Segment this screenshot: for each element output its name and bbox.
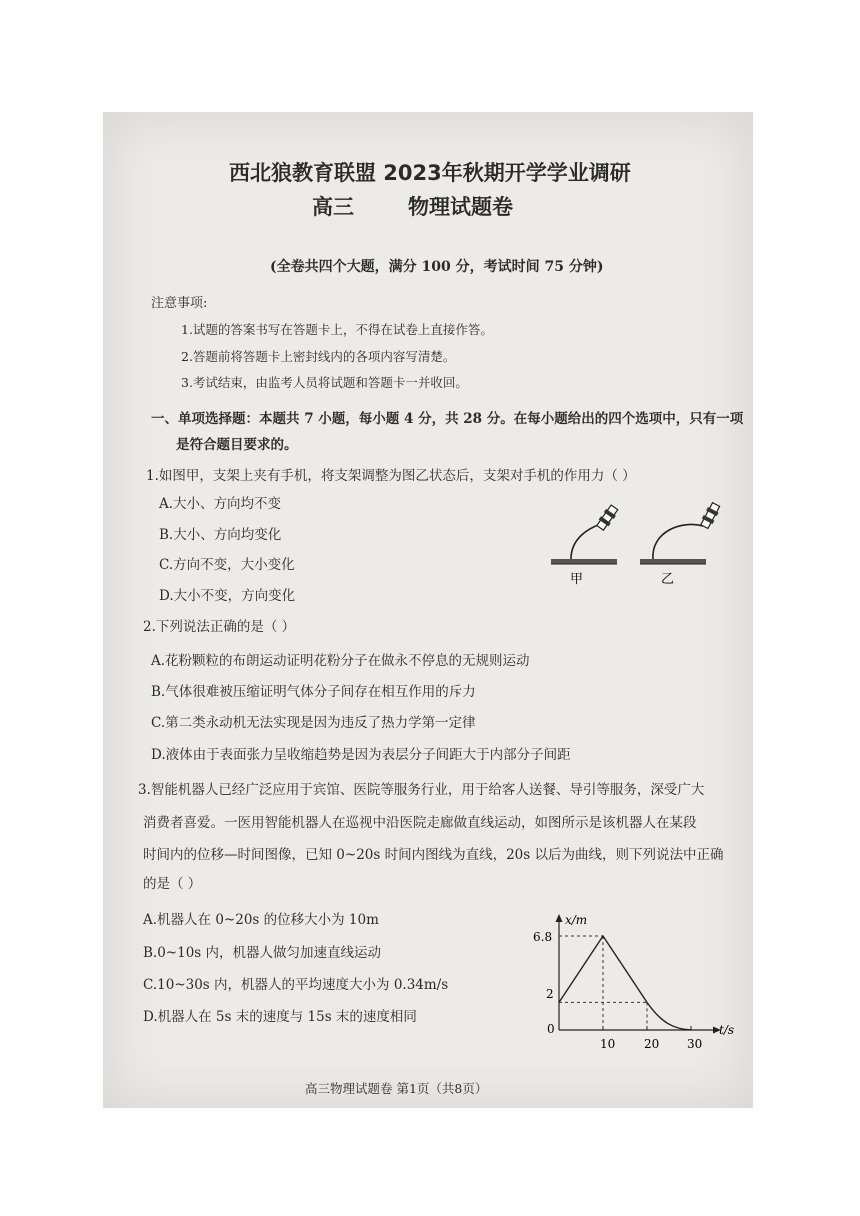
question-1-stem: 1.如图甲，支架上夹有手机，将支架调整为图乙状态后，支架对手机的作用力（ ）: [146, 468, 636, 484]
q2-option-a: A.花粉颗粒的布朗运动证明花粉分子在做永不停息的无规则运动: [151, 653, 530, 669]
x-tick-label-20: 20: [644, 1037, 660, 1051]
subject-title: 物理试题卷: [408, 195, 513, 219]
question-3-stem: 时间内的位移—时间图像，已知 0~20s 时间内图线为直线，20s 以后为曲线，则下列说法中正确: [143, 847, 724, 863]
q1-option-c: C.方向不变，大小变化: [159, 557, 295, 573]
y-axis-arrow: [556, 914, 563, 922]
series-line-curve: [647, 1002, 691, 1030]
section-heading: 一、单项选择题：本题共 7 小题，每小题 4 分，共 28 分。在每小题给出的四个选项中，只有一项: [151, 411, 744, 427]
x-axis-label: t/s: [719, 1023, 735, 1037]
q2-option-c: C.第二类永动机无法实现是因为违反了热力学第一定律: [151, 715, 476, 731]
q2-option-d: D.液体由于表面张力呈收缩趋势是因为表层分子间距大于内部分子间距: [151, 747, 571, 763]
phone-holder-figure: [543, 496, 733, 592]
figure-label-yi: 乙: [661, 572, 675, 587]
q2-option-b: B.气体很难被压缩证明气体分子间存在相互作用的斥力: [151, 684, 476, 700]
question-3-stem: 消费者喜爱。一医用智能机器人在巡视中沿医院走廊做直线运动，如图所示是该机器人在某段: [143, 815, 697, 831]
figure-label-jia: 甲: [570, 572, 584, 587]
y-tick-label-6.8: 6.8: [533, 930, 553, 944]
notice-item: 1.试题的答案书写在答题卡上，不得在试卷上直接作答。: [181, 322, 493, 337]
base-jia: [551, 559, 617, 564]
x-tick-label-10: 10: [600, 1037, 616, 1051]
origin-label: 0: [547, 1022, 555, 1036]
y-tick-label-2: 2: [546, 987, 554, 1001]
q3-option-b: B.0~10s 内，机器人做匀加速直线运动: [143, 945, 382, 961]
section-heading-cont: 是符合题目要求的。: [176, 437, 298, 453]
notice-item: 2.答题前将答题卡上密封线内的各项内容写清楚。: [181, 349, 456, 364]
question-3-stem: 的是（ ）: [143, 876, 202, 892]
question-2-stem: 2.下列说法正确的是（ ）: [143, 619, 296, 635]
base-yi: [640, 559, 706, 564]
notice-heading: 注意事项:: [151, 296, 208, 311]
notice-item: 3.考试结束，由监考人员将试题和答题卡一并收回。: [181, 375, 468, 390]
q3-option-d: D.机器人在 5s 末的速度与 15s 末的速度相同: [143, 1009, 417, 1025]
q1-option-a: A.大小、方向均不变: [159, 496, 282, 512]
q3-option-a: A.机器人在 0~20s 的位移大小为 10m: [143, 912, 379, 928]
phone-jia: [595, 504, 619, 531]
q1-option-d: D.大小不变，方向变化: [159, 588, 296, 604]
y-axis-label: x/m: [565, 913, 588, 927]
grade-label: 高三: [312, 195, 354, 219]
question-3-stem: 3.智能机器人已经广泛应用于宾馆、医院等服务行业，用于给客人送餐、导引等服务，深受广大: [138, 782, 705, 798]
page-footer: 高三物理试题卷 第1页（共8页）: [305, 1081, 488, 1096]
arm-yi: [653, 524, 703, 559]
q1-option-b: B.大小、方向均变化: [159, 527, 282, 543]
q3-option-c: C.10~30s 内，机器人的平均速度大小为 0.34m/s: [143, 977, 449, 993]
exam-paper: [103, 112, 753, 1108]
page-title: 西北狼教育联盟 2023年秋期开学学业调研: [229, 161, 631, 185]
exam-summary: (全卷共四个大题，满分 100 分，考试时间 75 分钟): [270, 259, 604, 275]
chart-axes: [556, 914, 722, 1034]
phone-yi: [699, 502, 721, 530]
x-tick-label-30: 30: [687, 1037, 703, 1051]
arm-jia: [571, 524, 601, 559]
displacement-time-chart: [521, 908, 741, 1058]
